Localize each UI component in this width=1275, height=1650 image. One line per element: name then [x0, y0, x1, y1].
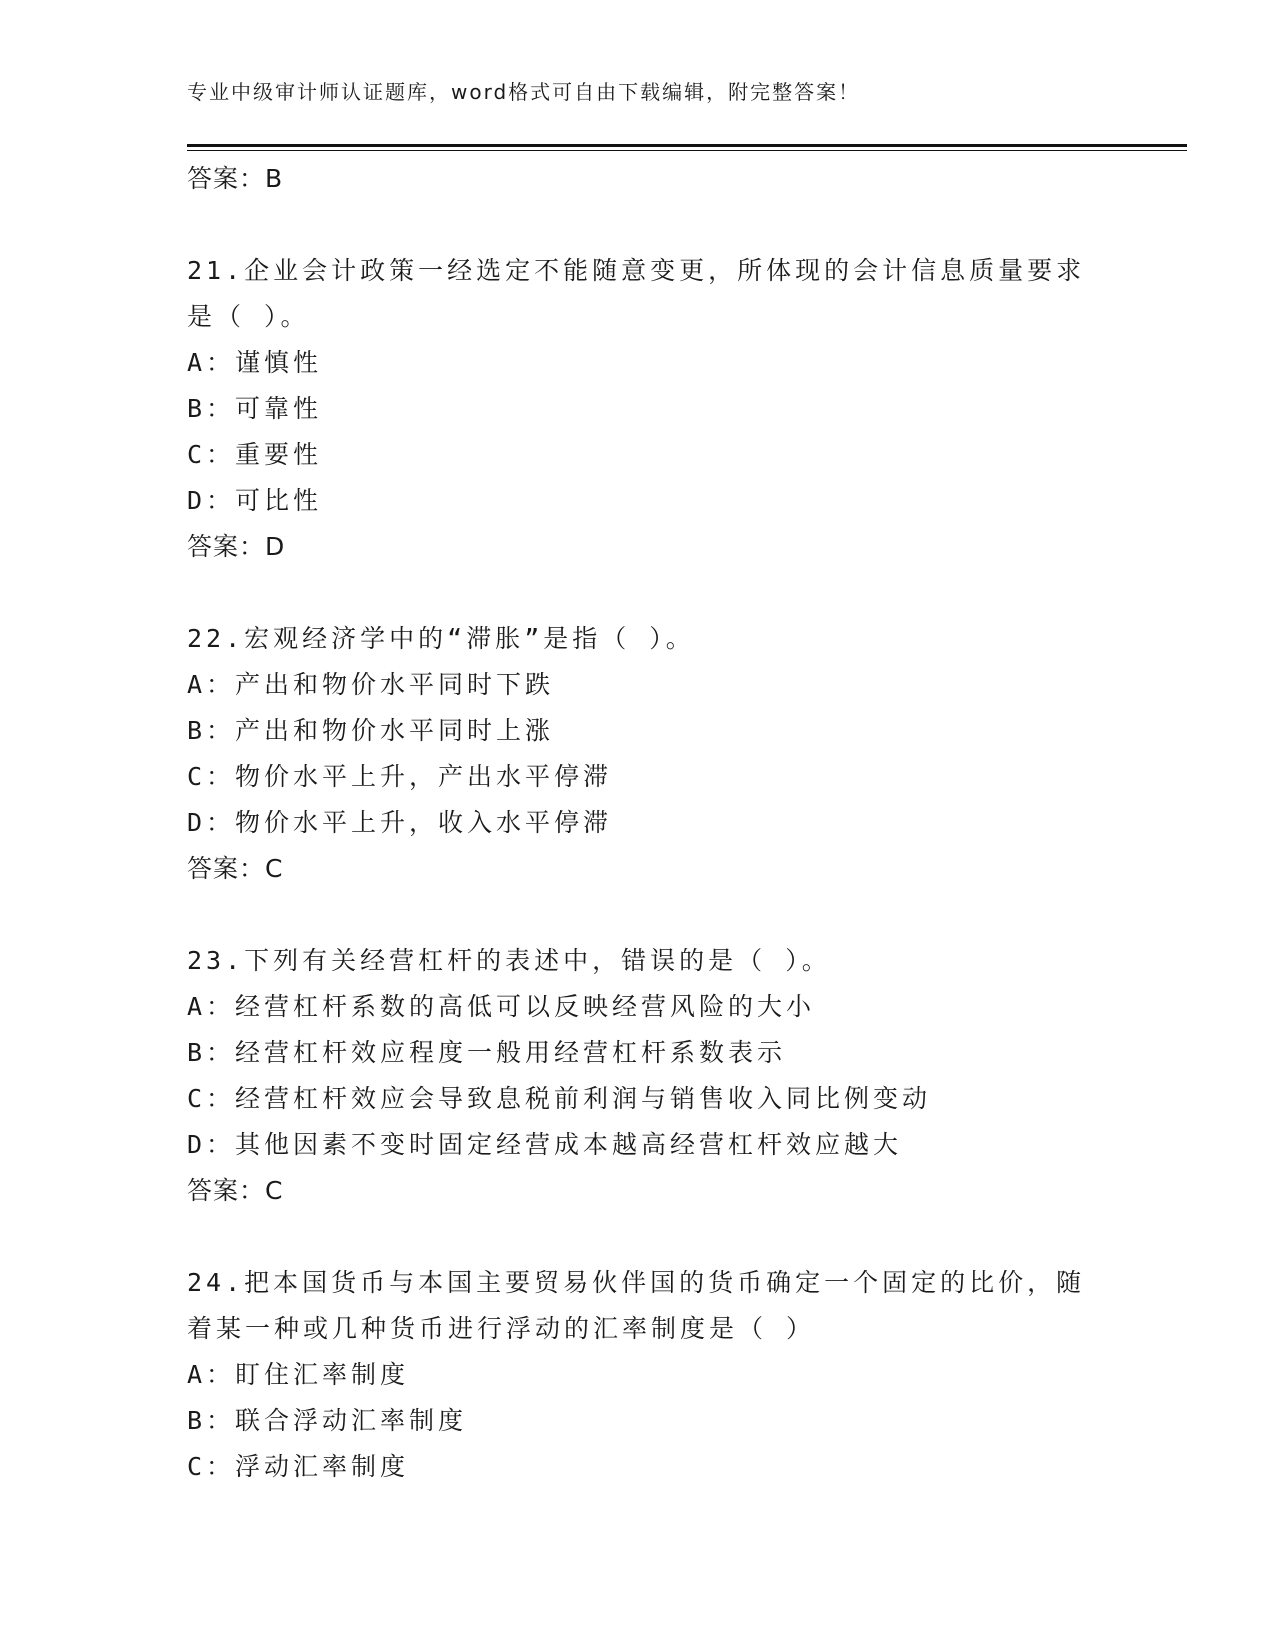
question-block	[187, 248, 1087, 570]
question-block	[187, 616, 1087, 892]
option-a: A：盯住汇率制度	[187, 1360, 410, 1389]
option-b: B：联合浮动汇率制度	[187, 1406, 468, 1435]
question-stem: 着某一种或几种货币进行浮动的汇率制度是（ ）	[187, 1314, 816, 1343]
question-block	[187, 1260, 1087, 1490]
option-b: B：经营杠杆效应程度一般用经营杠杆系数表示	[187, 1038, 787, 1067]
option-d: D：其他因素不变时固定经营成本越高经营杠杆效应越大	[187, 1130, 903, 1159]
answer-line: 答案：D	[187, 532, 286, 561]
question-stem: 21.企业会计政策一经选定不能随意变更，所体现的会计信息质量要求	[187, 256, 1086, 285]
question-spacer	[187, 1214, 1087, 1260]
option-b: B：可靠性	[187, 394, 323, 423]
question-stem: 23.下列有关经营杠杆的表述中，错误的是（ ）。	[187, 946, 831, 975]
option-d: D：可比性	[187, 486, 323, 515]
option-a: A：经营杠杆系数的高低可以反映经营风险的大小	[187, 992, 816, 1021]
question-spacer	[187, 570, 1087, 616]
option-c: C：物价水平上升，产出水平停滞	[187, 762, 613, 791]
question-spacer	[187, 892, 1087, 938]
question-spacer	[187, 202, 1087, 248]
header-rule-thick	[187, 144, 1187, 147]
option-a: A：产出和物价水平同时下跌	[187, 670, 555, 699]
option-a: A：谨慎性	[187, 348, 323, 377]
question-stem: 24.把本国货币与本国主要贸易伙伴国的货币确定一个固定的比价，随	[187, 1268, 1086, 1297]
option-c: C：浮动汇率制度	[187, 1452, 410, 1481]
page-header: 专业中级审计师认证题库，word格式可自由下载编辑，附完整答案！	[187, 80, 861, 104]
question-list	[187, 156, 1087, 1490]
option-d: D：物价水平上升，收入水平停滞	[187, 808, 613, 837]
question-block	[187, 938, 1087, 1214]
question-stem: 22.宏观经济学中的“滞胀”是指（ ）。	[187, 624, 695, 653]
option-c: C：经营杠杆效应会导致息税前利润与销售收入同比例变动	[187, 1084, 932, 1113]
option-b: B：产出和物价水平同时上涨	[187, 716, 555, 745]
answer-line: 答案：C	[187, 854, 284, 883]
option-c: C：重要性	[187, 440, 323, 469]
question-stem: 是（ ）。	[187, 302, 310, 331]
header-rule-thin	[187, 150, 1187, 151]
answer-line: 答案：C	[187, 1176, 284, 1205]
previous-answer: 答案：B	[187, 164, 284, 193]
